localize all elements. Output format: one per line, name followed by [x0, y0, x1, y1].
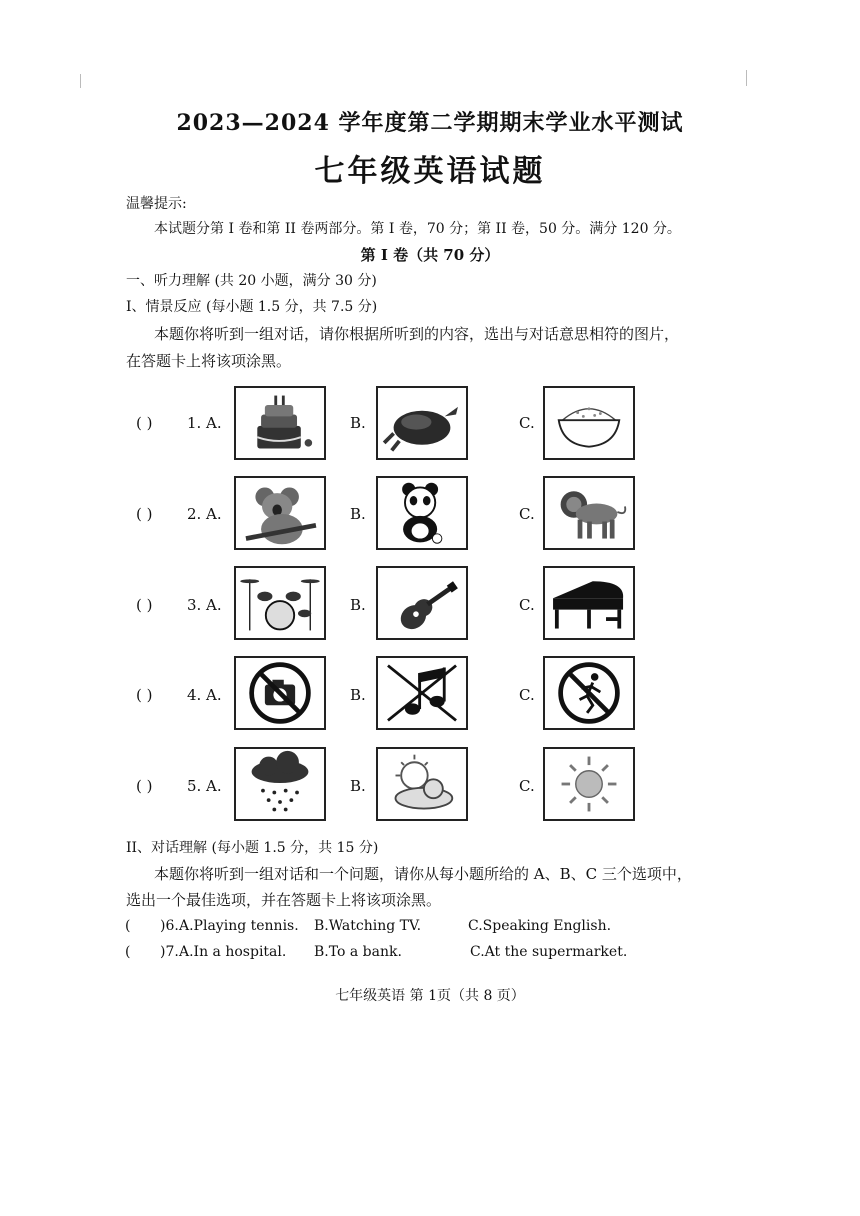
exam-title-line1: 2023—2024 学年度第二学期期末学业水平测试	[176, 110, 684, 136]
option-c-image[interactable]	[543, 656, 635, 730]
tips-label: 温馨提示:	[126, 196, 187, 212]
option-a-image[interactable]	[234, 386, 326, 460]
option-c-text[interactable]: C.At the supermarket.	[470, 944, 628, 960]
option-c-label: C.	[519, 777, 535, 795]
section1-instruction-line2: 在答题卡上将该项涂黑。	[126, 352, 292, 370]
option-b-text[interactable]: B.To a bank.	[314, 944, 402, 960]
option-c-image[interactable]	[543, 566, 635, 640]
option-a-label: A.	[206, 777, 222, 795]
scan-mark	[80, 74, 81, 88]
option-c-label: C.	[519, 596, 535, 614]
no-photography-icon	[236, 658, 324, 728]
option-b-label: B.	[350, 777, 366, 795]
option-b-label: B.	[350, 596, 366, 614]
section1-title: I、情景反应 (每小题 1.5 分，共 7.5 分)	[126, 299, 378, 315]
answer-paren[interactable]: ( )	[136, 505, 153, 523]
option-b-label: B.	[350, 686, 366, 704]
section1-instruction-line1: 本题你将听到一组对话，请你根据所听到的内容，选出与对话意思相符的图片，	[154, 325, 680, 343]
answer-paren[interactable]: ( )	[136, 596, 153, 614]
question-number: )6.	[160, 918, 179, 934]
partly-cloudy-icon	[378, 749, 466, 819]
question-number: 1.	[187, 414, 202, 432]
volume1-title: 第 I 卷（共 70 分）	[360, 246, 500, 264]
page-footer: 七年级英语 第 1页（共 8 页）	[335, 988, 525, 1004]
rain-cloud-icon	[236, 749, 324, 819]
option-c-image[interactable]	[543, 747, 635, 821]
birthday-cake-icon	[236, 388, 324, 458]
question-number: 5.	[187, 777, 202, 795]
answer-paren[interactable]: ( )	[136, 686, 153, 704]
answer-paren[interactable]: ( )	[136, 414, 153, 432]
option-a-image[interactable]	[234, 747, 326, 821]
question-number: 3.	[187, 596, 202, 614]
option-a-image[interactable]	[234, 566, 326, 640]
part1-title: 一、听力理解 (共 20 小题，满分 30 分)	[126, 273, 377, 289]
option-c-image[interactable]	[543, 386, 635, 460]
option-b-text[interactable]: B.Watching TV.	[314, 918, 422, 934]
option-b-image[interactable]	[376, 656, 468, 730]
guitar-icon	[378, 568, 466, 638]
question-number: 4.	[187, 686, 202, 704]
koala-icon	[236, 478, 324, 548]
no-running-icon	[545, 658, 633, 728]
option-c-label: C.	[519, 686, 535, 704]
option-b-image[interactable]	[376, 747, 468, 821]
answer-paren[interactable]: (	[125, 944, 131, 960]
sun-icon	[545, 749, 633, 819]
option-b-image[interactable]	[376, 566, 468, 640]
section2-instruction-line1: 本题你将听到一组对话和一个问题，请你从每小题所给的 A、B、C 三个选项中，	[154, 865, 692, 883]
option-c-label: C.	[519, 414, 535, 432]
roast-chicken-icon	[378, 388, 466, 458]
question-number: )7.	[160, 944, 179, 960]
option-a-image[interactable]	[234, 656, 326, 730]
exam-title-line2: 七年级英语试题	[314, 154, 546, 189]
option-c-label: C.	[519, 505, 535, 523]
option-b-label: B.	[350, 414, 366, 432]
option-a-text[interactable]: A.Playing tennis.	[179, 918, 299, 934]
scan-mark	[746, 70, 747, 86]
answer-paren[interactable]: ( )	[136, 777, 153, 795]
option-c-image[interactable]	[543, 476, 635, 550]
panda-icon	[378, 478, 466, 548]
option-a-label: A.	[206, 686, 222, 704]
option-b-label: B.	[350, 505, 366, 523]
drum-kit-icon	[236, 568, 324, 638]
tips-text: 本试题分第 I 卷和第 II 卷两部分。第 I 卷，70 分；第 II 卷，50 分。满分 120 分。	[154, 221, 681, 237]
answer-paren[interactable]: (	[125, 918, 131, 934]
piano-icon	[545, 568, 633, 638]
option-a-label: A.	[206, 505, 222, 523]
option-b-image[interactable]	[376, 386, 468, 460]
section2-title: II、对话理解 (每小题 1.5 分，共 15 分)	[126, 840, 379, 856]
option-a-text[interactable]: A.In a hospital.	[179, 944, 287, 960]
rice-bowl-icon	[545, 388, 633, 458]
option-a-image[interactable]	[234, 476, 326, 550]
option-b-image[interactable]	[376, 476, 468, 550]
no-music-icon	[378, 658, 466, 728]
option-c-text[interactable]: C.Speaking English.	[468, 918, 612, 934]
lion-icon	[545, 478, 633, 548]
option-a-label: A.	[206, 596, 222, 614]
option-a-label: A.	[206, 414, 222, 432]
section2-instruction-line2: 选出一个最佳选项，并在答题卡上将该项涂黑。	[126, 891, 442, 909]
question-number: 2.	[187, 505, 202, 523]
